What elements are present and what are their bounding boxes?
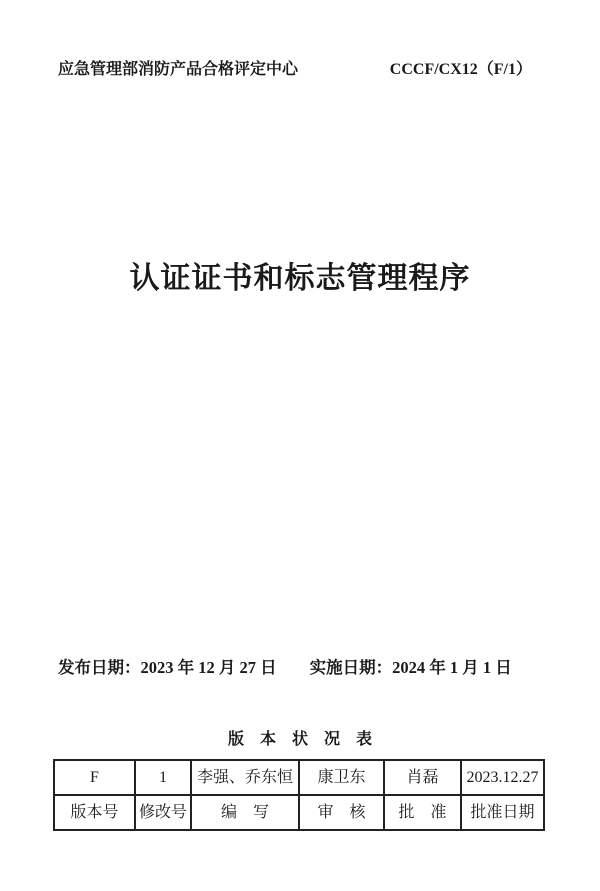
cell-approval-date-label: 批准日期 xyxy=(461,795,544,830)
table-row-values xyxy=(54,760,544,795)
cell-version-value: F xyxy=(54,760,135,795)
cell-revision-value: 1 xyxy=(135,760,191,795)
doc-code: CCCF/CX12（F/1） xyxy=(389,61,532,78)
cell-approve-label: 批 准 xyxy=(384,795,461,830)
page-header xyxy=(58,59,532,81)
implement-date: 实施日期：2024 年 1 月 1 日 xyxy=(309,658,512,677)
cell-review-label: 审 核 xyxy=(299,795,384,830)
version-status-table xyxy=(53,759,545,831)
release-date: 发布日期：2023 年 12 月 27 日 xyxy=(58,658,277,677)
table-row-labels xyxy=(54,795,544,830)
cell-writers-value: 李强、乔东恒 xyxy=(191,760,299,795)
date-line xyxy=(58,656,560,680)
cell-writer-label: 编 写 xyxy=(191,795,299,830)
version-table-caption: 版 本 状 况 表 xyxy=(227,731,372,748)
cell-reviewer-value: 康卫东 xyxy=(299,760,384,795)
cell-revision-label: 修改号 xyxy=(135,795,191,830)
cell-approver-value: 肖磊 xyxy=(384,760,461,795)
cell-version-label: 版本号 xyxy=(54,795,135,830)
org-name: 应急管理部消防产品合格评定中心 xyxy=(58,61,299,78)
cell-approval-date-value: 2023.12.27 xyxy=(461,760,544,795)
document-title: 认证证书和标志管理程序 xyxy=(129,261,471,296)
